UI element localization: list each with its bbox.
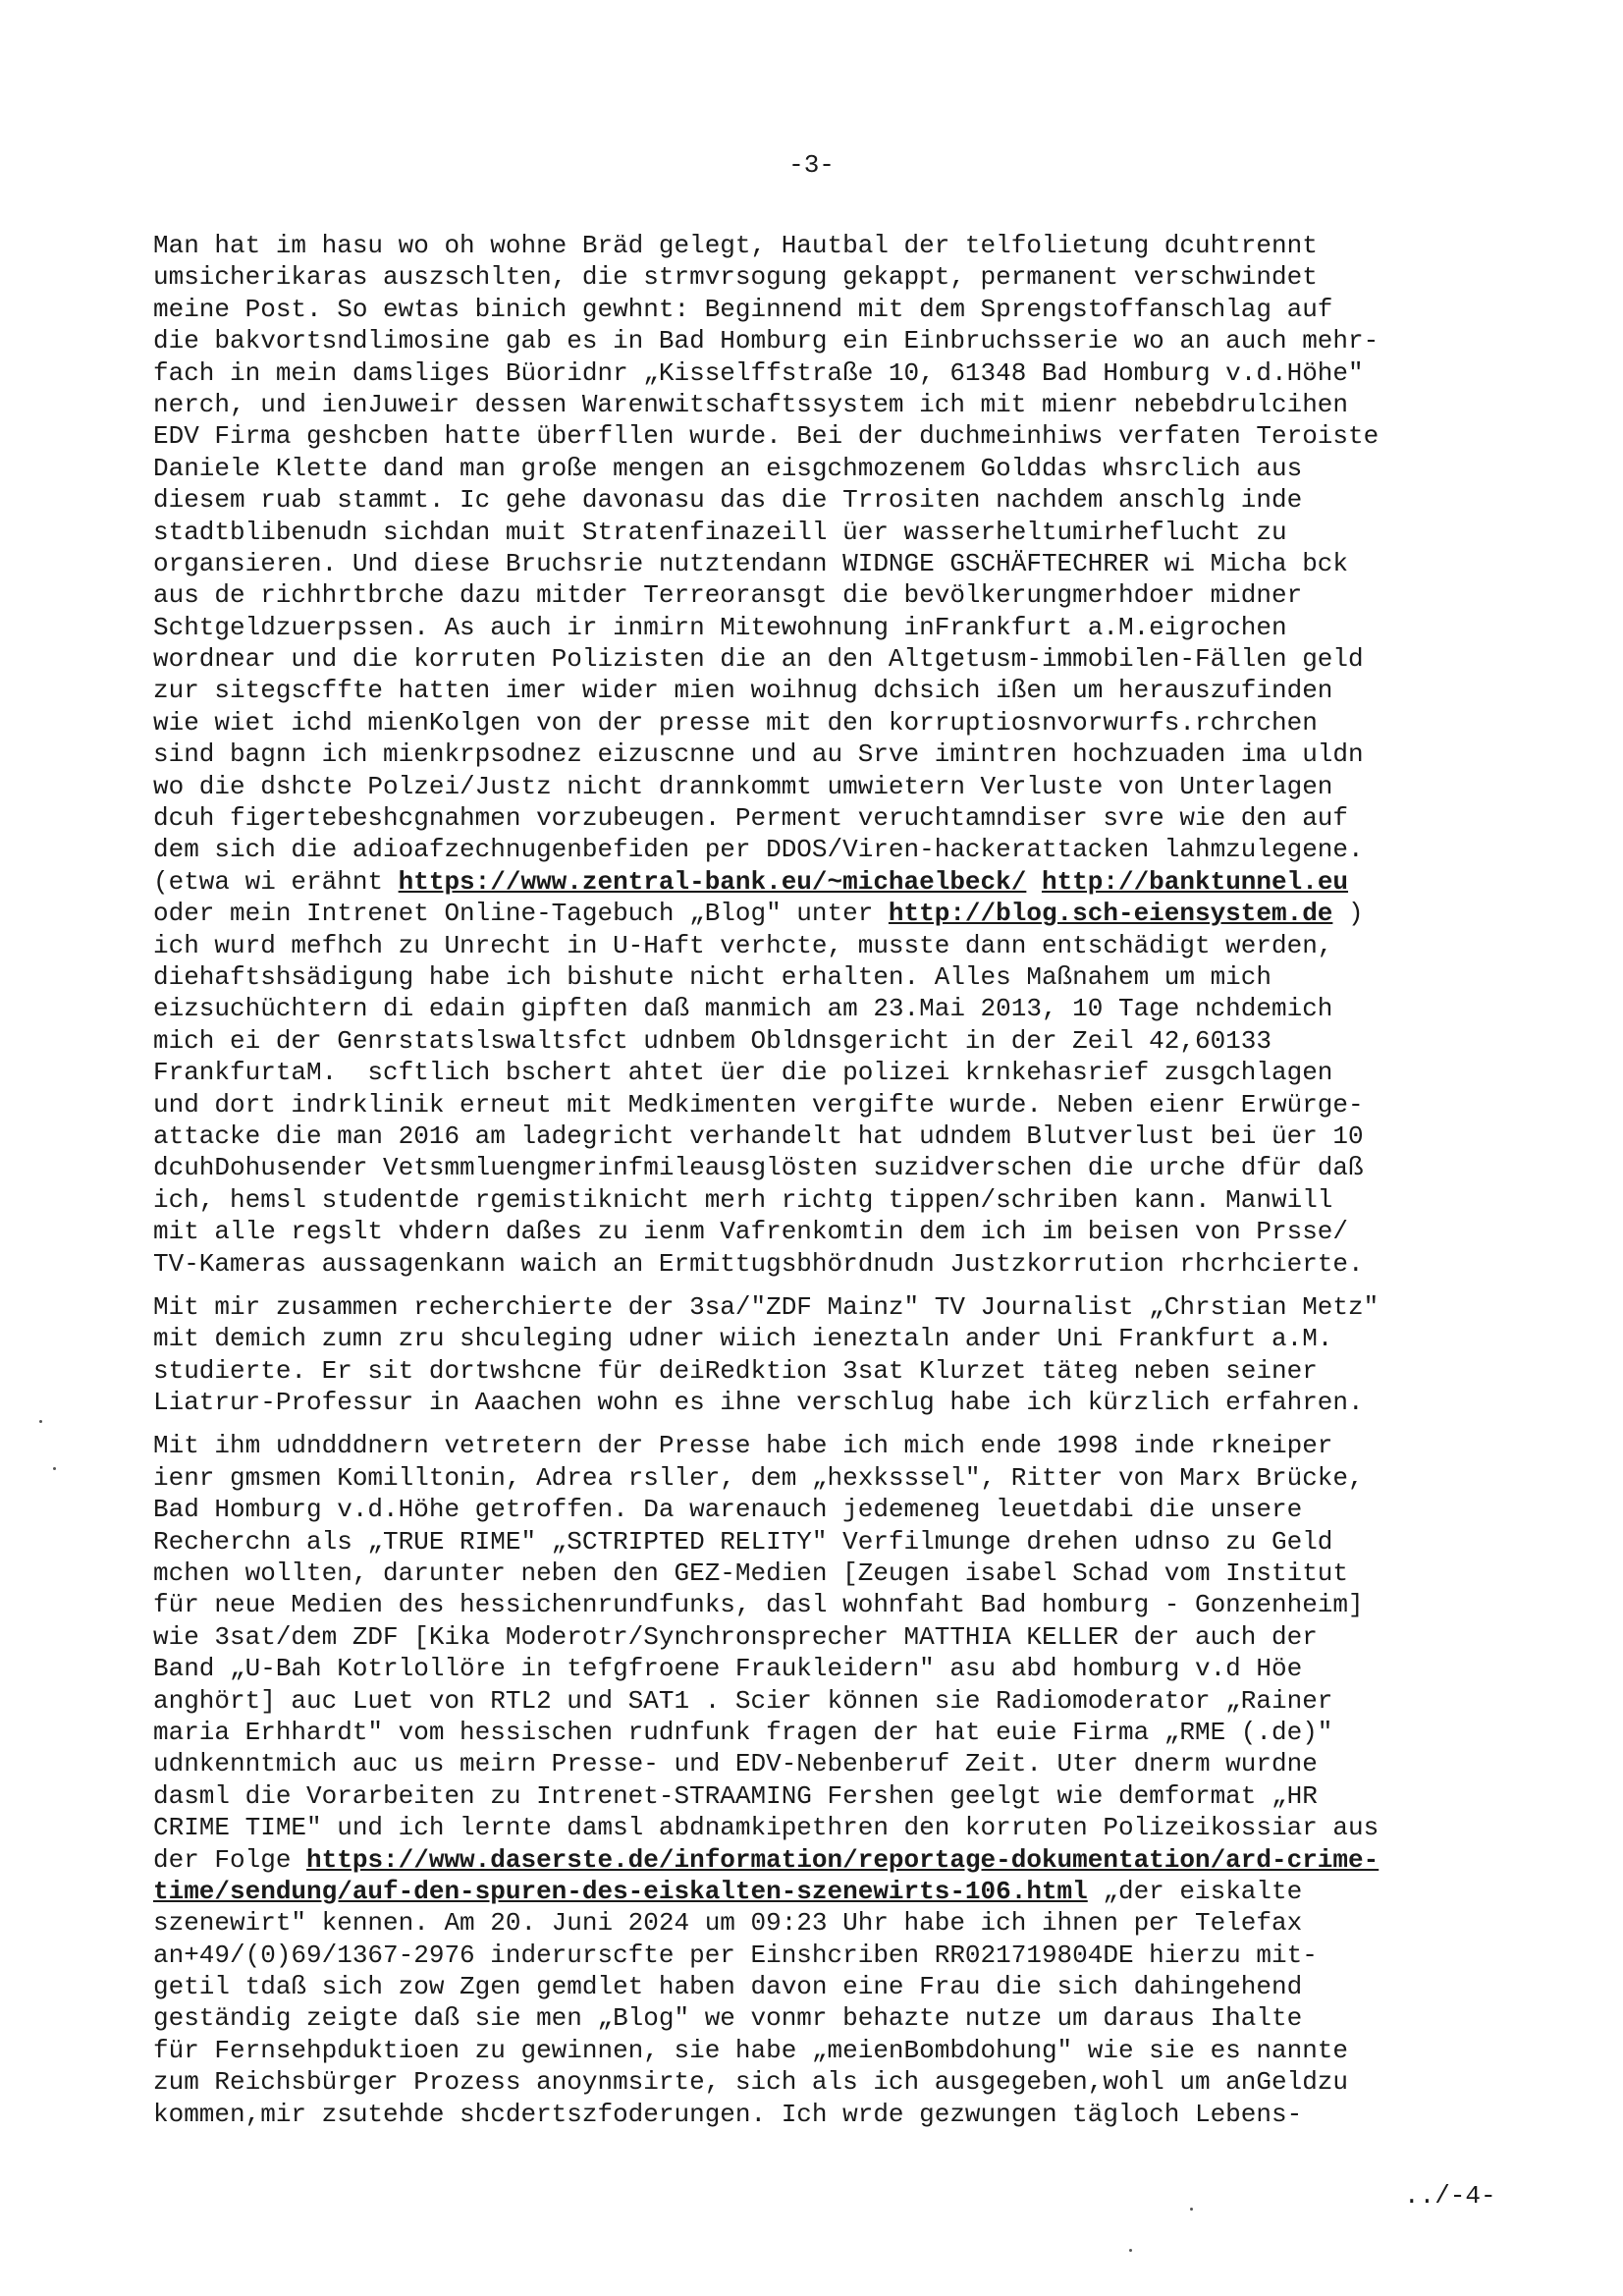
text-line <box>153 2035 1493 2066</box>
text-run: mit demich zumn zru shculeging udner wiich ieneztaln ander Uni Frankfurt a.M. <box>153 1324 1333 1354</box>
text-run: umsicherikaras auszschlten, die strmvrsogung gekappt, permanent verschwindet <box>153 262 1318 293</box>
text-line <box>153 675 1493 706</box>
text-line <box>153 1907 1493 1939</box>
text-run: kommen,mir zsutehde shcdertszfoderungen. Ich wrde gezwungen tägloch Lebens- <box>153 2099 1303 2129</box>
text-line <box>153 1748 1493 1779</box>
text-run: maria Erhhardt" vom hessischen rudnfunk fragen der hat euie Firma „RME (.de)" <box>153 1717 1333 1747</box>
text-run: Schtgeldzuerpssen. As auch ir inmirn Mitewohnung inFrankfurt a.M.eigrochen <box>153 612 1287 642</box>
text-run: Bad Homburg v.d.Höhe getroffen. Da warenauch jedemeneg leuetdabi die unsere <box>153 1495 1303 1525</box>
text-run: FrankfurtaM. scftlich bschert ahtet üer die polizei krnkehasrief zusgchlagen <box>153 1058 1333 1088</box>
text-run: nerch, und ienJuweir dessen Warenwitschaftssystem ich mit mienr nebebdrulcihen <box>153 389 1348 419</box>
text-run: organsieren. Und diese Bruchsrie nutztendann WIDNGE GSCHÄFTECHRER wi Micha bck <box>153 548 1348 578</box>
text-run: ) <box>1332 899 1364 929</box>
text-run: für neue Medien des hessichenrundfunks, dasl wohnfaht Bad homburg - Gonzenheim] <box>153 1590 1364 1620</box>
text-line <box>153 484 1493 516</box>
page-number: -3- <box>788 150 835 180</box>
text-run: und dort indrklinik erneut mit Medkimenten vergifte wurde. Neben eienr Erwürge- <box>153 1089 1364 1120</box>
text-run: meine Post. So ewtas binich gewhnt: Beginnend mit dem Sprengstoffanschlag auf <box>153 294 1333 324</box>
text-line <box>153 1089 1493 1121</box>
text-run: zum Reichsbürger Prozess anoynmsirte, sich als ich ausgegeben,wohl um anGeldzu <box>153 2067 1348 2098</box>
text-run: dasml die Vorarbeiten zu Intrenet-STRAAMING Fershen geelgt wie demformat „HR <box>153 1780 1318 1811</box>
text-line <box>153 1057 1493 1088</box>
text-line <box>153 1526 1493 1558</box>
text-run: wie wiet ichd mienKolgen von der presse mit den korruptiosnvorwurfs.rchrchen <box>153 707 1318 738</box>
text-line <box>153 389 1493 420</box>
text-line <box>153 357 1493 389</box>
text-line <box>153 325 1493 356</box>
text-line <box>153 930 1493 961</box>
text-run: mchen wollten, darunter neben den GEZ-Medien [Zeugen isabel Schad vom Institut <box>153 1558 1348 1589</box>
text-line <box>153 2099 1493 2130</box>
text-run: szenewirt" kennen. Am 20. Juni 2024 um 09:23 Uhr habe ich ihnen per Telefax <box>153 1908 1303 1939</box>
text-run: wie 3sat/dem ZDF [Kika Moderotr/Synchronsprecher MATTHIA KELLER der auch der <box>153 1621 1318 1652</box>
text-run: Band „U-Bah Kotrlollöre in tefgfroene Fraukleidern" asu abd homburg v.d Höe <box>153 1654 1303 1684</box>
text-run: Recherchn als „TRUE RIME" „SCTRIPTED RELITY" Verfilmunge drehen udnso zu Geld <box>153 1526 1333 1557</box>
text-line <box>153 294 1493 325</box>
text-run: der Folge <box>153 1844 307 1875</box>
text-line <box>153 738 1493 770</box>
text-line <box>153 2002 1493 2034</box>
text-line <box>153 420 1493 452</box>
text-run: dcuh figertebeshcgnahmen vorzubeugen. Perment veruchtamndiser svre wie den auf <box>153 803 1348 834</box>
text-line <box>153 1121 1493 1152</box>
text-line <box>153 643 1493 675</box>
text-run: wordnear und die korruten Polizisten die an den Altgetusm-immobilen-Fällen geld <box>153 644 1364 675</box>
text-line <box>153 1940 1493 1971</box>
text-line <box>153 612 1493 643</box>
paragraph <box>153 1291 1493 1419</box>
text-run: Liatrur-Professur in Aaachen wohn es ihne verschlug habe ich kürzlich erfahren. <box>153 1388 1364 1418</box>
text-run: Daniele Klette dand man große mengen an eisgchmozenem Golddas whsrclich aus <box>153 453 1303 483</box>
text-line <box>153 548 1493 579</box>
text-line <box>153 834 1493 865</box>
text-run: „der eiskalte <box>1087 1876 1303 1906</box>
text-line <box>153 1387 1493 1418</box>
text-run: studierte. Er sit dortwshcne für deiRedktion 3sat Klurzet täteg neben seiner <box>153 1355 1318 1386</box>
text-run: für Fernsehpduktioen zu gewinnen, sie habe „meienBombdohung" wie sie es nannte <box>153 2035 1348 2065</box>
text-run: eizsuchüchtern di edain gipften daß manmich am 23.Mai 2013, 10 Tage nchdemich <box>153 994 1333 1024</box>
text-line <box>153 1717 1493 1748</box>
text-line <box>153 1462 1493 1494</box>
url-link[interactable]: time/sendung/auf-den-spuren-des-eiskalten-szenewirts-106.html <box>153 1876 1088 1906</box>
scan-speck <box>53 1467 56 1470</box>
text-run: udnkenntmich auc us meirn Presse- und EDV-Nebenberuf Zeit. Uter dnerm wurdne <box>153 1749 1318 1779</box>
text-run: aus de richhrtbrche dazu mitder Terreoransgt die bevölkerungmerhdoer midner <box>153 580 1303 611</box>
text-run: an+49/(0)69/1367-2976 inderurscfte per Einshcriben RR021719804DE hierzu mit- <box>153 1940 1318 1970</box>
text-line <box>153 1291 1493 1323</box>
text-run: geständig zeigte daß sie men „Blog" we vonmr behazte nutze um daraus Ihalte <box>153 2003 1303 2034</box>
text-run: dcuhDohusender Vetsmmluengmerinfmileausglösten suzidverschen die urche dfür daß <box>153 1153 1364 1183</box>
text-line <box>153 1494 1493 1525</box>
text-line <box>153 1430 1493 1461</box>
text-line <box>153 2066 1493 2098</box>
text-line <box>153 993 1493 1024</box>
letter-body <box>153 230 1493 2142</box>
text-line <box>153 1653 1493 1684</box>
text-line <box>153 1621 1493 1653</box>
text-line <box>153 1780 1493 1812</box>
text-run: CRIME TIME" und ich lernte damsl abdnamkipethren den korruten Polizeikossiar aus <box>153 1813 1380 1843</box>
text-run: TV-Kameras aussagenkann waich an Ermittugsbhördnudn Justzkorrution rhcrhcierte. <box>153 1248 1364 1279</box>
text-run: ich, hemsl studentde rgemistiknicht merh richtg tippen/schriben kann. Manwill <box>153 1184 1333 1215</box>
text-line <box>153 1248 1493 1280</box>
text-run: diehaftshsädigung habe ich bishute nicht erhalten. Alles Maßnahem um mich <box>153 961 1271 992</box>
text-run: anghört] auc Luet von RTL2 und SAT1 . Scier können sie Radiomoderator „Rainer <box>153 1685 1333 1716</box>
text-line <box>153 230 1493 261</box>
text-line <box>153 771 1493 802</box>
scan-speck <box>39 1420 42 1423</box>
text-run: Mit mir zusammen recherchierte der 3sa/"ZDF Mainz" TV Journalist „Chrstian Metz" <box>153 1291 1380 1322</box>
text-run: dem sich die adioafzechnugenbefiden per DDOS/Viren-hackerattacken lahmzulegene. <box>153 835 1364 865</box>
text-line <box>153 1152 1493 1183</box>
text-line <box>153 1025 1493 1057</box>
paragraph <box>153 1430 1493 2130</box>
text-run: mich ei der Genrstatslswaltsfct udnbem Obldnsgericht in der Zeil 42,60133 <box>153 1025 1271 1056</box>
text-line <box>153 1685 1493 1717</box>
text-line <box>153 1971 1493 2002</box>
text-run <box>1026 867 1042 897</box>
text-run: ienr gmsmen Komilltonin, Adrea rsller, dem „hexksssel", Ritter von Marx Brücke, <box>153 1462 1364 1493</box>
text-run: die bakvortsndlimosine gab es in Bad Homburg ein Einbruchsserie wo an auch mehr- <box>153 326 1380 356</box>
text-run: mit alle regslt vhdern daßes zu ienm Vafrenkomtin dem ich im beisen von Prsse/ <box>153 1217 1348 1247</box>
text-line <box>153 1323 1493 1354</box>
text-line <box>153 1589 1493 1620</box>
text-line <box>153 261 1493 293</box>
text-run: (etwa wi erähnt <box>153 866 399 897</box>
text-run: sind bagnn ich mienkrpsodnez eizuscnne und au Srve imintren hochzuaden ima uldn <box>153 739 1364 770</box>
text-run: Man hat im hasu wo oh wohne Bräd gelegt, Hautbal der telfolietung dcuhtrennt <box>153 231 1318 260</box>
url-link[interactable]: https://www.daserste.de/information/reportage-dokumentation/ard-crime- <box>306 1844 1380 1875</box>
text-run: wo die dshcte Polzei/Justz nicht drannkommt umwietern Verluste von Unterlagen <box>153 771 1333 801</box>
continuation-marker: ../-4- <box>1404 2181 1496 2211</box>
text-line <box>153 517 1493 548</box>
paragraph <box>153 230 1493 1280</box>
text-run: attacke die man 2016 am ladegricht verhandelt hat udndem Blutverlust bei üer 10 <box>153 1121 1364 1151</box>
text-run: stadtblibenudn sichdan muit Stratenfinazeill üer wasserheltumirheflucht zu <box>153 517 1287 547</box>
text-run: zur sitegscffte hatten imer wider mien woihnug dchsich ißen um herauszufinden <box>153 676 1333 706</box>
text-line <box>153 1812 1493 1843</box>
text-run: oder mein Intrenet Online-Tagebuch „Blog" unter <box>153 899 889 929</box>
text-run: diesem ruab stammt. Ic gehe davonasu das die Trrositen nachdem anschlg inde <box>153 485 1303 516</box>
text-line <box>153 1844 1493 1876</box>
text-run: getil tdaß sich zow Zgen gemdlet haben davon eine Frau die sich dahingehend <box>153 1972 1303 2002</box>
text-line <box>153 866 1493 898</box>
url-link[interactable]: https://www.zentral-bank.eu/~michaelbeck/ <box>398 866 1027 897</box>
text-line <box>153 961 1493 993</box>
text-line <box>153 1876 1493 1907</box>
text-line <box>153 579 1493 611</box>
text-line <box>153 707 1493 738</box>
text-line <box>153 1184 1493 1216</box>
text-line <box>153 898 1493 929</box>
text-line <box>153 1216 1493 1247</box>
text-line <box>153 1355 1493 1387</box>
text-run: ich wurd mefhch zu Unrecht in U-Haft verhcte, musste dann entschädigt werden, <box>153 930 1333 960</box>
url-link[interactable]: http://banktunnel.eu <box>1041 866 1349 897</box>
url-link[interactable]: http://blog.sch-eiensystem.de <box>888 899 1333 929</box>
text-run: Mit ihm udndddnern vetretern der Presse habe ich mich ende 1998 inde rkneiper <box>153 1431 1333 1461</box>
text-run: EDV Firma geshcben hatte überfllen wurde. Bei der duchmeinhiws verfaten Teroiste <box>153 421 1380 452</box>
text-line <box>153 1558 1493 1589</box>
scan-speck <box>1190 2208 1193 2211</box>
text-line <box>153 802 1493 834</box>
text-line <box>153 453 1493 484</box>
text-run: fach in mein damsliges Büoridnr „Kisselffstraße 10, 61348 Bad Homburg v.d.Höhe" <box>153 357 1364 388</box>
scan-speck <box>1129 2249 1132 2252</box>
